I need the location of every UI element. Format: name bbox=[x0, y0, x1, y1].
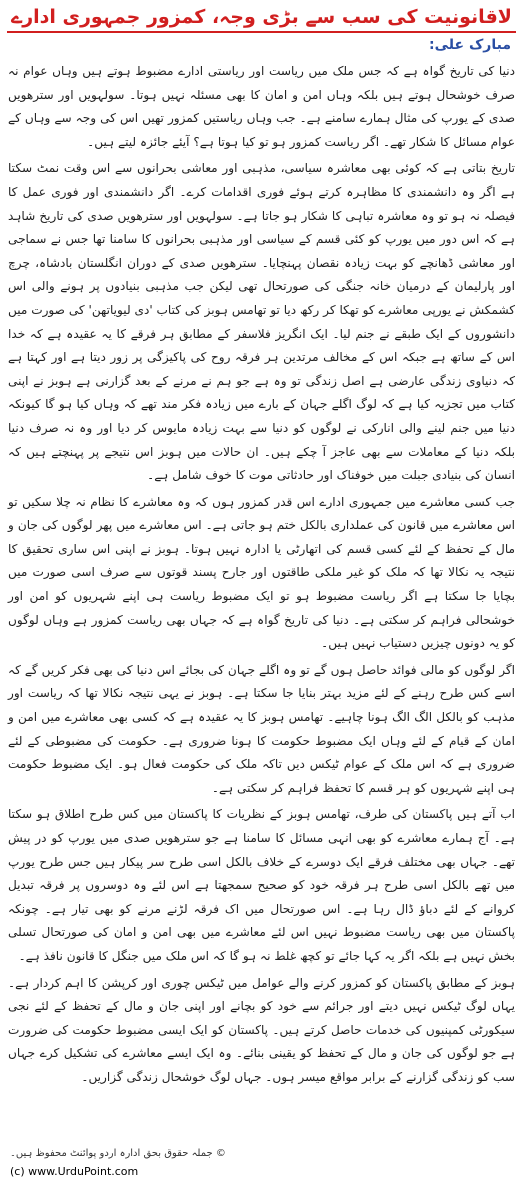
title-container bbox=[0, 4, 523, 33]
paragraph: اب آتے ہیں پاکستان کی طرف، تھامس ہوبز کے نظریات کا پاکستان میں کس طرح اطلاق ہو سکتا ہے۔ آج ہمارے معاشرے کو بھی انہی مسائل کا سامنا ہے جو سترھویں صدی میں یورپ کو در پیش تھے۔ جہاں بھی مختلف فرقے ایک دوسرے کے خلاف بالکل اسی طرح سر پیکار ہیں جس طرح یورپ میں تھے بالکل اسی طرح ہر فرقہ خود کو صحیح سمجھتا ہے اس لئے وہ دوسروں پر فرقہ تبدیل کروانے کے لئے دباؤ ڈال رہا ہے۔ اس صورتحال میں اک فرقہ لڑنے مرنے کو بھی تیار ہے۔ چونکہ پاکستان میں بھی ریاست مضبوط نہیں اس لئے معاشرے میں بھی امن و امان کی صورتحال تسلی بخش نہیں ہے بلکہ اگر یہ کہا جائے تو کچھ غلط نہ ہو گا کہ اس ملک میں جنگل کا قانون نافذ ہے۔ bbox=[8, 807, 515, 963]
paragraph: جب کسی معاشرے میں جمہوری ادارے اس قدر کمزور ہوں کہ وہ معاشرے کا نظام نہ چلا سکیں تو اس معاشرے میں قانون کی عملداری بالکل ختم ہو جاتی ہے۔ اس معاشرے میں پھر لوگوں کی جان و مال کے تحفظ کے لئے کسی قسم کی اتھارٹی یا ادارہ نہیں ہوتا۔ ہوبز نے اپنی اس ساری تحقیق کا نتیجہ یہ نکالا تھا کہ ملک کو غیر ملکی طاقتوں اور جارح پسند قوتوں سے صرف اسی صورت میں بچایا جا سکتا ہے اگر ریاست مضبوط ہو تو ایک مضبوط ریاست ہی اپنے شہریوں کو امن اور خوشحالی فراہم کر سکتی ہے۔ دنیا کی تاریخ گواہ ہے کہ جہاں بھی ریاست کمزور ہے وہاں لوگوں کو یہ دونوں چیزیں دستیاب نہیں ہیں۔ bbox=[8, 494, 515, 651]
article-body bbox=[8, 60, 515, 1093]
author-name: مبارک علی: bbox=[429, 37, 511, 53]
paragraph: ہوبز کے مطابق پاکستان کو کمزور کرنے والے عوامل میں ٹیکس چوری اور کرپشن کا اہم کردار ہے۔ یہاں لوگ ٹیکس نہیں دیتے اور جرائم سے خود کو بچانے اور اپنی جان و مال کے تحفظ کے لئے نجی سیکورٹی کمپنیوں کی خدمات حاصل کرتے ہیں۔ پاکستان کو ایک ایسی مضبوط حکومت کی ضرورت ہے جو لوگوں کی جان و مال کے تحفظ کو یقینی بنائے۔ وہ ایک ایسے معاشرے کی تشکیل کرے جہاں سب کو زندگی گزارنے کے برابر مواقع میسر ہوں۔ جہاں لوگ خوشحال زندگی گزاریں۔ bbox=[8, 975, 515, 1084]
paragraph: اگر لوگوں کو مالی فوائد حاصل ہوں گے تو وہ اگلے جہان کی بجائے اس دنیا کی بھی فکر کریں گے کہ اسے کس طرح رہنے کے لئے مزید بہتر بنایا جا سکتا ہے۔ ہوبز نے یہی نتیجہ نکالا تھا کہ ریاست اور مذہب کو بالکل الگ الگ ہونا چاہیے۔ تھامس ہوبز کا یہ عقیدہ ہے کہ کسی بھی معاشرے میں امن و امان کے قیام کے لئے وہاں ایک مضبوط حکومت کا ہونا ضروری ہے۔ حکومت کی مضبوطی کے لئے ضروری ہے کہ اس ملک کے عوام ٹیکس دیں تاکہ ملک کی حکومت فعال ہو۔ ایک مضبوط حکومت ہی اپنے شہریوں کو ہر قسم کا تحفظ فراہم کر سکتی ہے۔ bbox=[8, 662, 515, 795]
paragraph: دنیا کی تاریخ گواہ ہے کہ جس ملک میں ریاست اور ریاستی ادارے مضبوط ہوتے ہیں وہاں عوام نہ صرف خوشحال ہوتے ہیں بلکہ وہاں امن و امان کا بھی مسئلہ نہیں ہوتا۔ سولہویں اور سترھویں صدی کے یورپ کی مثال ہمارے سامنے ہے۔ جب وہاں ریاستیں کمزور تھیں اس کی وجہ سے وہاں کے عوام مسائل کا شکار تھے۔ اگر ریاست کمزور ہو تو کیا ہوتا ہے؟ آیئے جائزہ لیتے ہیں۔ bbox=[8, 64, 515, 149]
copyright-notice: © جملہ حقوق بحق ادارہ اردو پوائنٹ محفوظ ہیں۔ bbox=[10, 1148, 226, 1159]
site-url: (c) www.UrduPoint.com bbox=[10, 1165, 139, 1178]
paragraph: تاریخ بتاتی ہے کہ کوئی بھی معاشرہ سیاسی، مذہبی اور معاشی بحرانوں سے اس وقت نمٹ سکتا ہے اگر وہ دانشمندی کا مظاہرہ کرتے ہوئے فوری اقدامات کرے۔ اگر دانشمندی اور فوری عمل کا فیصلہ نہ ہو تو وہ معاشرہ تباہی کا شکار ہو جاتا ہے۔ سولہویں اور سترھویں صدی کی تاریخ شاہد ہے کہ اس دور میں یورپ کو کئی قسم کے سیاسی اور مذہبی بحرانوں کا سامنا تھا جس نے سماجی اور معاشی ڈھانچے کو بہت زیادہ نقصان پہنچایا۔ سترھویں صدی کے دوران انگلستان بادشاہ، چرچ اور پارلیمان کے درمیان خانہ جنگی کی صورتحال تھی لیکن جب مذہبی بنیادوں پر ہونے والی اس کشمکش نے یورپی معاشرے کو تھکا کر رکھ دیا تو تھامس ہوبز کی کتاب 'دی لیویاتھن' کی صورت میں دانشوروں کے ایک طبقے نے جنم لیا۔ ایک انگریز فلاسفر کے مطابق ہر فرقے کا یہ عقیدہ ہے کہ خدا اس کے ساتھ ہے جبکہ اس کے مخالف مرتدین ہر فرقہ روح کی پاکیزگی پر زور دیتا ہے اور کہتا ہے کہ دنیاوی زندگی عارضی ہے اصل زندگی تو وہ ہے جو ہم نے مرنے کے بعد گزارنی ہے ہوبز نے اپنی کتاب میں تجزیہ کیا ہے کہ لوگ اگلے جہان کے بارے میں زیادہ فکر مند تھے کہ وہاں کیا ہو گا کیونکہ دنیا میں جنم لینے والی انارکی نے لوگوں کو دنیا سے بہت زیادہ مایوس کر دیا اور وہ نہ صرف دنیا بلکہ دنیا کے معاملات سے بھی عاجز آ چکے ہیں۔ ان حالات میں ہوبز اس نتیجے پر پہنچتے ہیں کہ انسان کی بنیادی جبلت میں خوفناک اور حادثاتی موت کا خوف شامل ہے۔ bbox=[8, 161, 515, 483]
article-title: لاقانونیت کی سب سے بڑی وجہ، کمزور جمہوری ادارے bbox=[7, 4, 516, 33]
